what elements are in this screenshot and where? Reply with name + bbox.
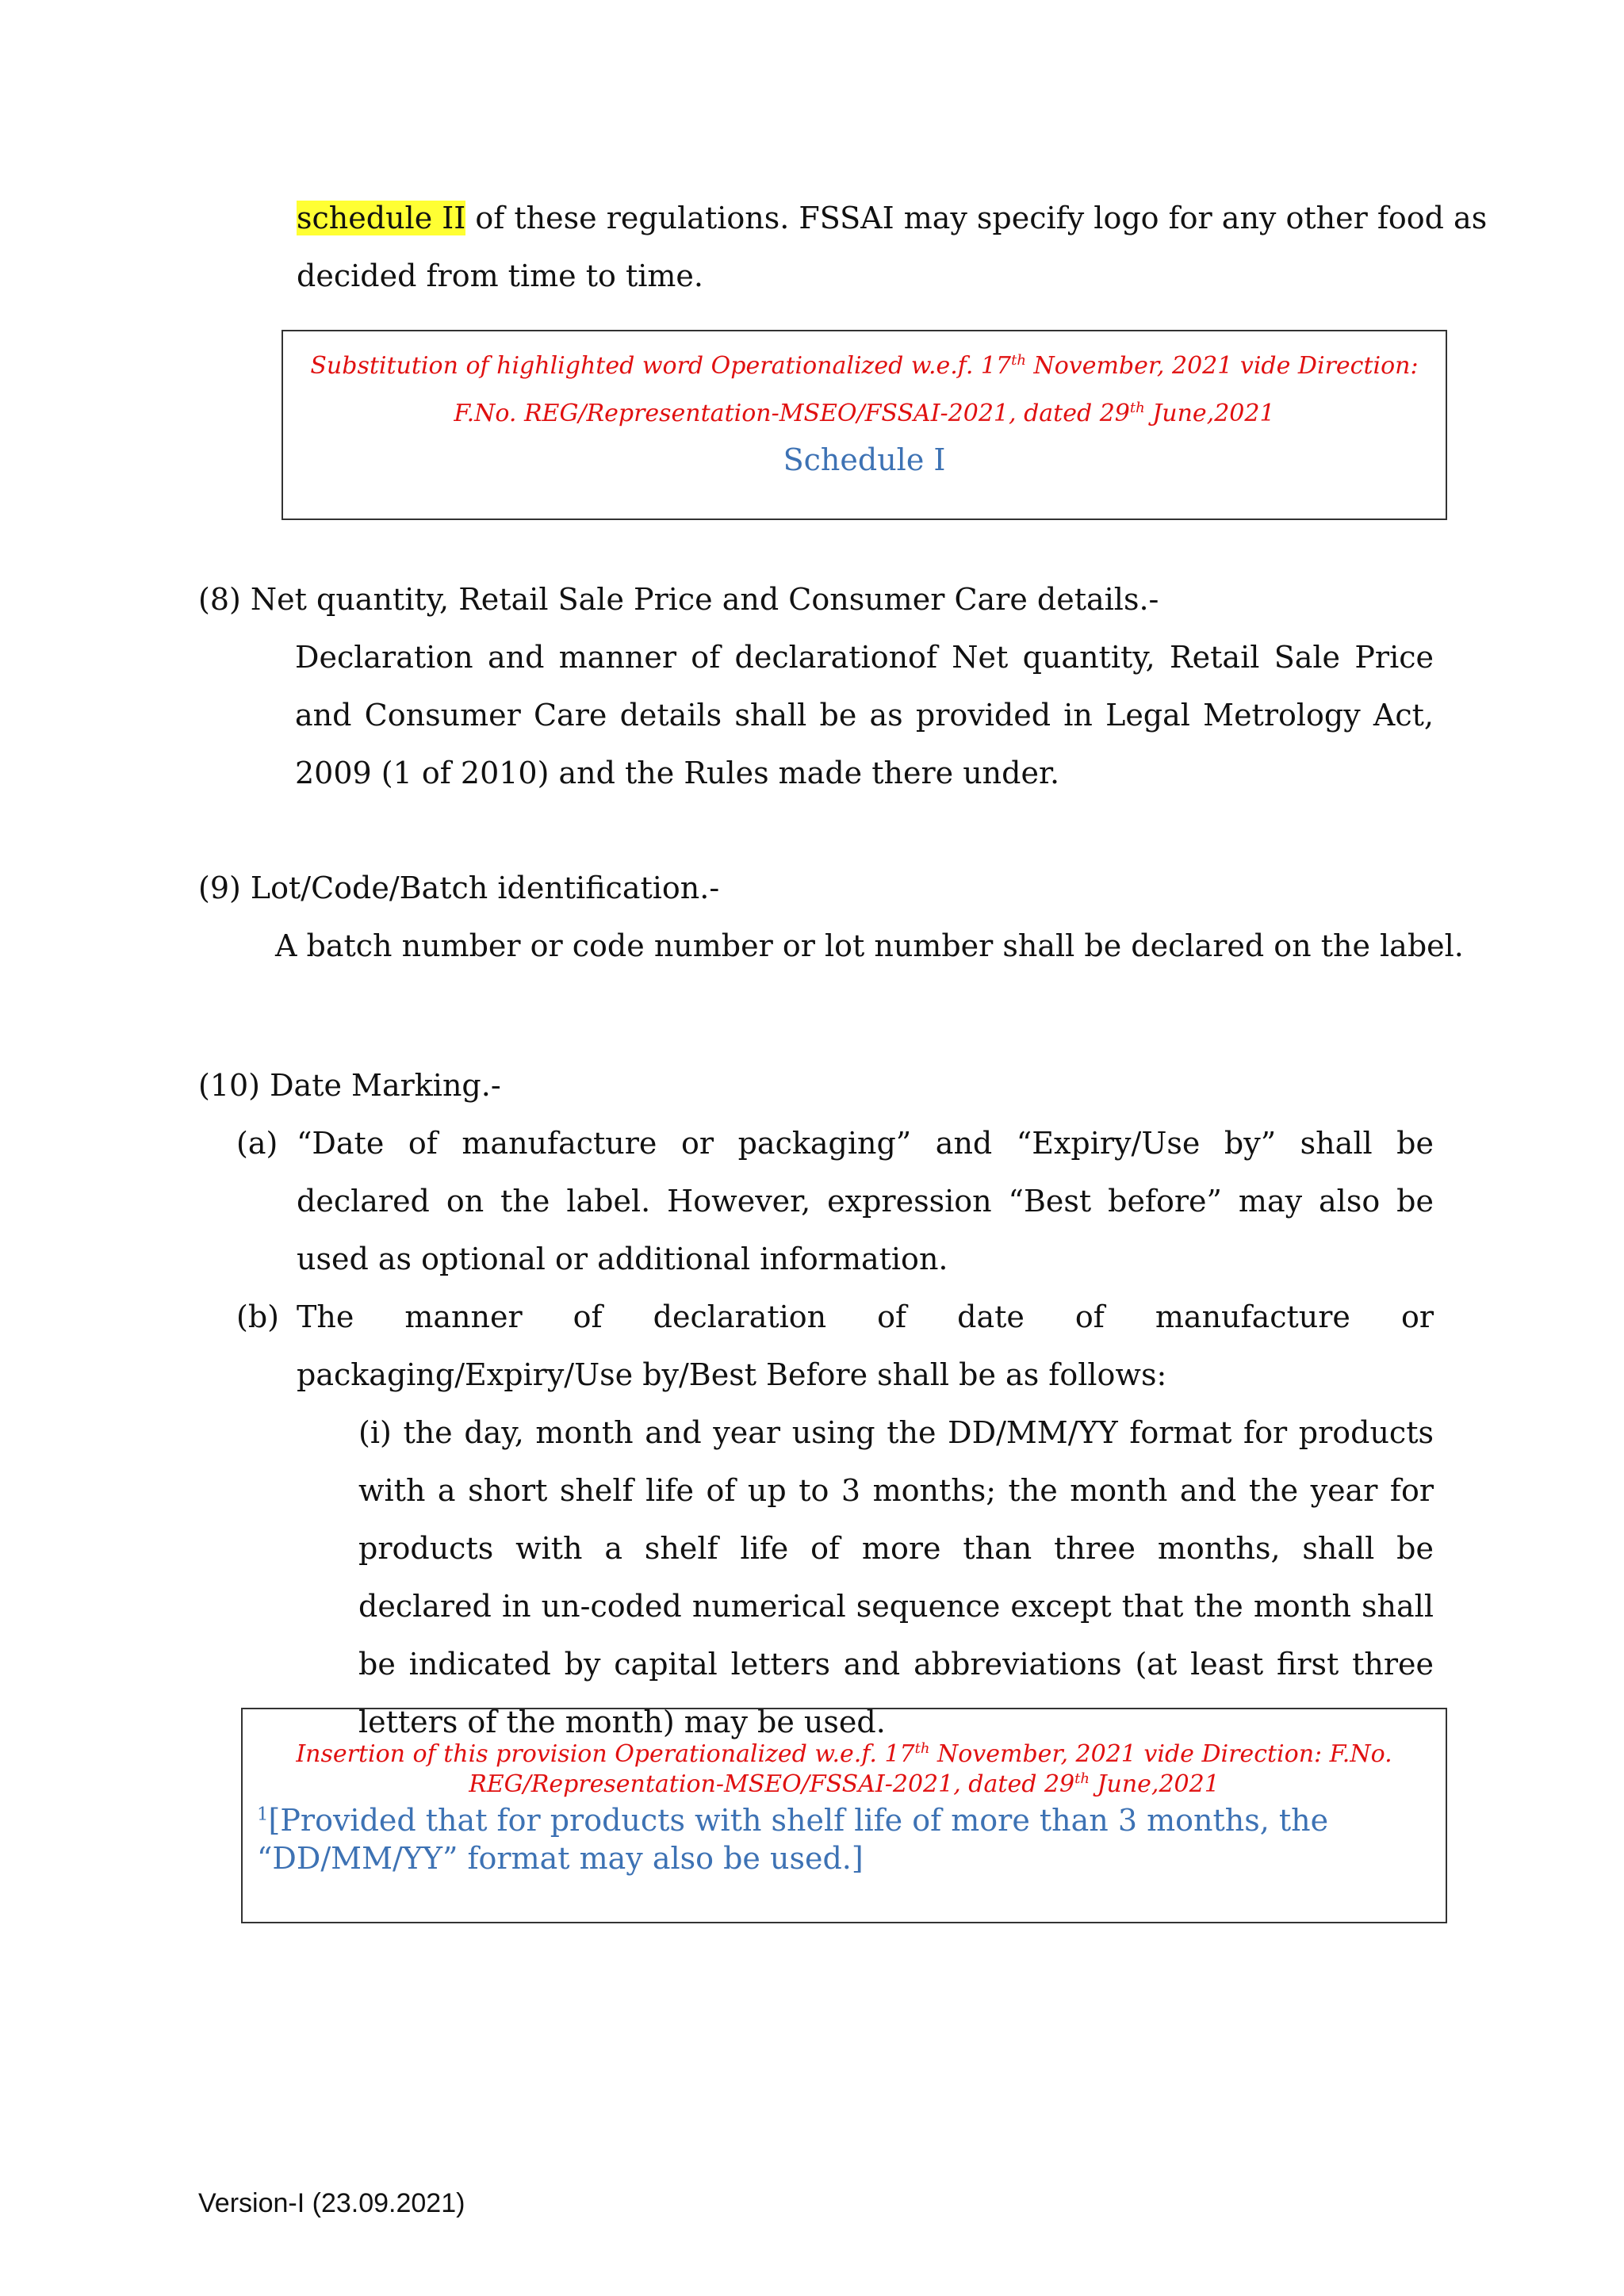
amendment-note-2-line-1: Insertion of this provision Operationalized w.e.f. 17th November, 2021 vide Direction: F.No. — [296, 1740, 1392, 1768]
item-b-text: The manner of declaration of date of manufacture or packaging/Expiry/Use by/Best Before shall be as follows: — [297, 1299, 1434, 1392]
proviso-text: $^1$[Provided that for products with shelf life of more than 3 months, the “DD/MM/YY” format may also be used.] — [257, 1803, 1329, 1876]
amendment-note-1 — [283, 342, 1446, 438]
item-a-label: (a) — [236, 1126, 278, 1161]
intro-line-1-text: of these regulations. FSSAI may specify logo for any other food as — [465, 201, 1488, 235]
amendment-note-2-line-2: REG/Representation-MSEO/FSSAI-2021, dated 29th June,2021 — [469, 1770, 1220, 1798]
amendment-note-2 — [243, 1739, 1446, 1800]
amendment-box-2 — [241, 1708, 1447, 1923]
item-i-text: (i) the day, month and year using the DD/MM/YY format for products with a short shelf life of up to 3 months; the month and the year for products with a shelf life of more than three months, shall be declared in un-coded numerical sequence except that the month shall be indicated by capital letters and abbreviations (at least first three letters of the month) may be used. — [358, 1415, 1434, 1739]
section-10-heading: (10) Date Marking.- — [198, 1068, 501, 1103]
amendment-box-1 — [282, 330, 1447, 520]
intro-line-1 — [297, 189, 1488, 247]
item-a-text: “Date of manufacture or packaging” and “Expiry/Use by” shall be declared on the label. However, expression “Best before” may also be used as optional or additional information. — [297, 1126, 1434, 1276]
intro-line-2: decided from time to time. — [297, 258, 703, 293]
footnote-marker: 1 — [257, 1804, 269, 1825]
version-footer: Version-I (23.09.2021) — [198, 2188, 465, 2218]
section-8-heading: (8) Net quantity, Retail Sale Price and Consumer Care details.- — [198, 582, 1159, 617]
amendment-note-1-line-2: F.No. REG/Representation-MSEO/FSSAI-2021, dated 29th June,2021 — [454, 400, 1275, 427]
replacement-text: Schedule I — [783, 442, 946, 477]
item-b-label: (b) — [236, 1299, 279, 1334]
highlighted-word: schedule II — [297, 201, 466, 235]
amendment-note-1-line-1: Substitution of highlighted word Operationalized w.e.f. 17th November, 2021 vide Direction: — [310, 352, 1419, 380]
section-8-body: Declaration and manner of declarationof Net quantity, Retail Sale Price and Consumer Care details shall be as provided in Legal Metrology Act, 2009 (1 of 2010) and the Rules made there under. — [295, 640, 1434, 790]
section-9-body: A batch number or code number or lot number shall be declared on the label. — [275, 928, 1464, 963]
section-9-heading: (9) Lot/Code/Batch identification.- — [198, 871, 720, 905]
